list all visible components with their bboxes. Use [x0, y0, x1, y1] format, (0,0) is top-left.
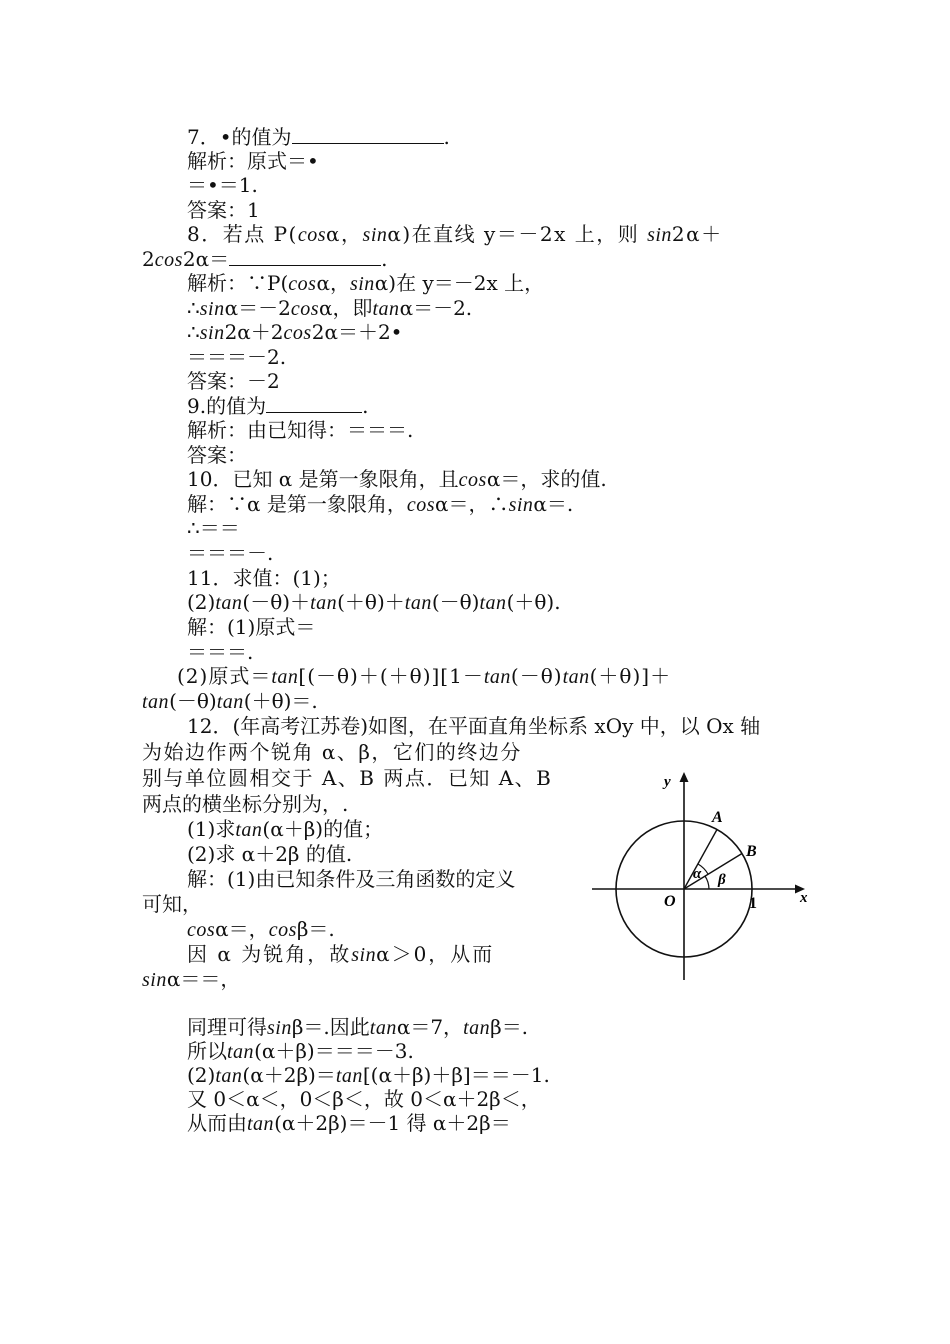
problem-9: 9.的值为 .: [187, 394, 369, 418]
problem-8: 8．若点 P(cosα，sinα)在直线 y＝－2x 上，则 sin2α＋: [187, 222, 723, 246]
alpha-label: α: [693, 866, 702, 882]
solution-line: (2)tan(α＋2β)＝tan[(α＋β)＋β]＝＝－1.: [187, 1063, 550, 1087]
problem-12-line: 两点的横坐标分别为，.: [142, 792, 349, 816]
solution-line: (2)原式＝tan[(－θ)＋(＋θ)][1－tan(－θ)tan(＋θ)]＋: [177, 664, 672, 688]
solution-line: ＝＝＝－.: [187, 541, 274, 565]
x-label: x: [800, 890, 808, 906]
solution-line: 可知，: [142, 892, 202, 916]
problem-8-cont: 2cos2α＝ .: [142, 247, 388, 271]
solution-line: 解析：∵P(cosα，sinα)在 y＝－2x 上，: [187, 271, 545, 295]
origin-label: O: [664, 893, 676, 910]
solution-line: 因 α 为锐角，故sinα＞0，从而: [187, 942, 495, 966]
solution-line: 同理可得sinβ＝.因此tanα＝7，tanβ＝.: [187, 1015, 529, 1039]
problem-10: 10．已知 α 是第一象限角，且cosα＝，求的值.: [187, 467, 607, 491]
solution-line: 所以tan(α＋β)＝＝＝－3.: [187, 1039, 414, 1063]
solution-line: 解：∵α 是第一象限角，cosα＝，∴sinα＝.: [187, 492, 574, 516]
problem-12: 12．(年高考江苏卷)如图，在平面直角坐标系 xOy 中，以 Ox 轴: [187, 714, 761, 738]
answer-line: 答案：1: [187, 198, 260, 222]
problem-12-line: 别与单位圆相交于 A、B 两点．已知 A、B: [142, 766, 553, 790]
solution-line: 从而由tan(α＋2β)＝－1 得 α＋2β＝: [187, 1111, 511, 1135]
solution-line: ∴＝＝: [187, 516, 240, 540]
problem-11: 11．求值：(1)；: [187, 566, 341, 590]
solution-line: 解析：由已知得：＝＝＝.: [187, 418, 414, 442]
solution-line: 解：(1)由已知条件及三角函数的定义: [187, 867, 516, 891]
problem-7: 7．•的值为 .: [187, 125, 450, 149]
y-label: y: [664, 774, 671, 790]
y-axis-arrow-icon: [680, 772, 689, 782]
unit-circle-figure: [592, 768, 812, 983]
solution-line: 解：(1)原式＝: [187, 615, 316, 639]
solution-line: cosα＝，cosβ＝.: [187, 917, 335, 941]
solution-line: ＝＝＝－2.: [187, 345, 287, 369]
angle-beta-arc: [705, 876, 709, 889]
solution-line: sinα＝＝，: [142, 967, 241, 991]
answer-blank: [229, 247, 381, 266]
point-b-label: B: [746, 843, 757, 860]
one-label: 1: [749, 895, 757, 912]
solution-line: 解析：原式＝•: [187, 149, 319, 173]
answer-blank: [292, 125, 444, 144]
solution-line: ∴sinα＝－2cosα，即tanα＝－2.: [187, 296, 473, 320]
solution-line: ＝•＝1.: [187, 173, 258, 197]
solution-line: ＝＝＝.: [187, 640, 254, 664]
answer-line: 答案：: [187, 443, 247, 467]
problem-11-part2: (2)tan(－θ)＋tan(＋θ)＋tan(－θ)tan(＋θ).: [187, 590, 561, 614]
answer-line: 答案：－2: [187, 369, 280, 393]
solution-line: tan(－θ)tan(＋θ)＝.: [142, 689, 318, 713]
solution-line: ∴sin2α＋2cos2α＝＋2•: [187, 320, 403, 344]
answer-blank: [266, 394, 362, 413]
beta-label: β: [718, 872, 726, 888]
problem-12-part2: (2)求 α＋2β 的值.: [187, 842, 353, 866]
point-a-label: A: [712, 809, 723, 826]
problem-12-part1: (1)求tan(α＋β)的值；: [187, 817, 384, 841]
problem-12-line: 为始边作两个锐角 α、β，它们的终边分: [142, 740, 522, 764]
solution-line: 又 0＜α＜，0＜β＜，故 0＜α＋2β＜，: [187, 1087, 541, 1111]
